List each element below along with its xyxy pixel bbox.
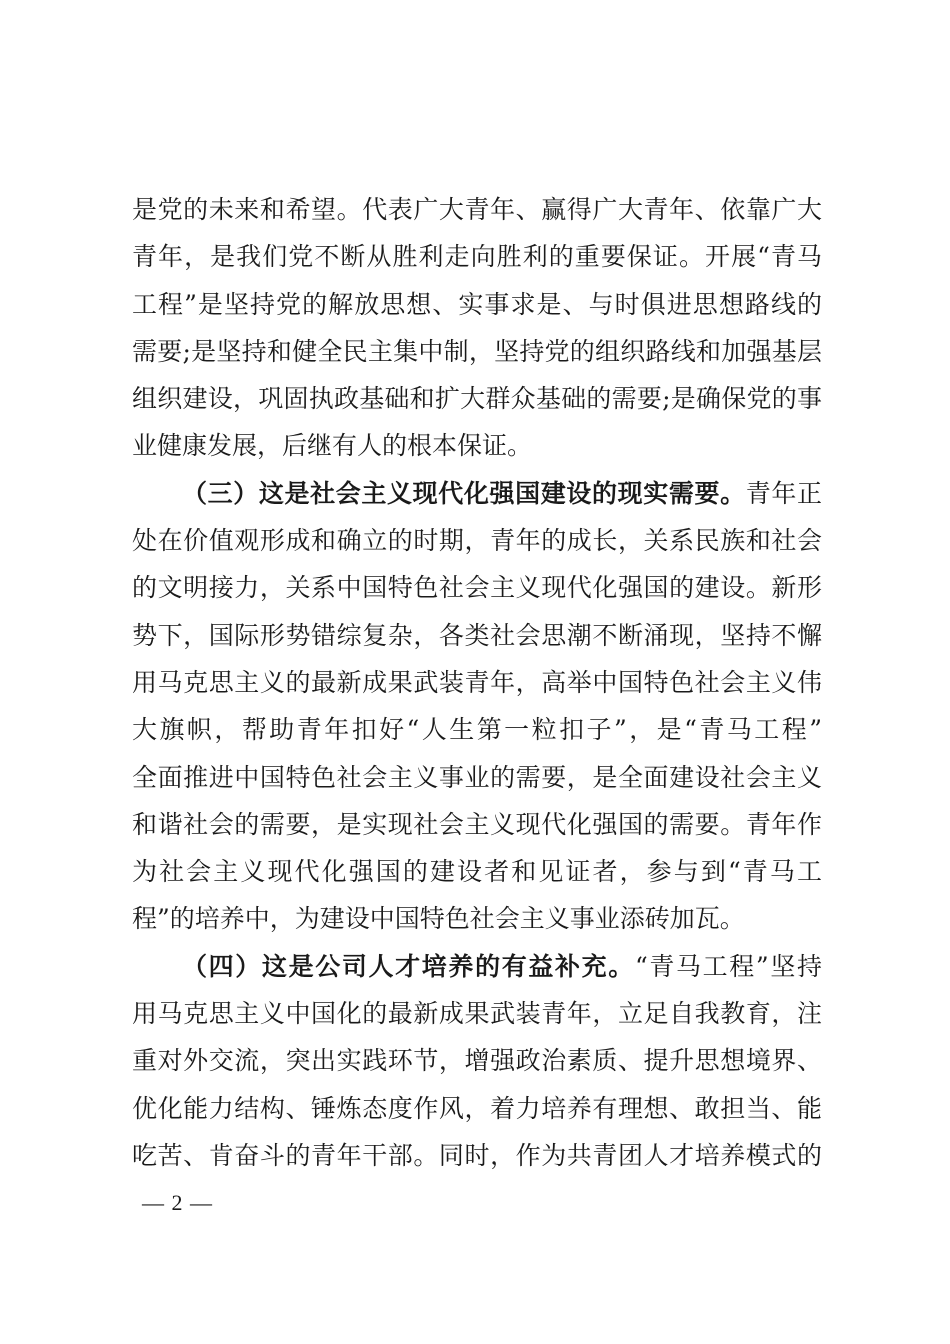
text-line: 的文明接力，关系中国特色社会主义现代化强国的建设。新形 [132, 573, 822, 603]
text-line: 用马克思主义中国化的最新成果武装青年，立足自我教育，注 [132, 999, 822, 1029]
text-line: 是党的未来和希望。代表广大青年、赢得广大青年、依靠广大 [132, 195, 822, 224]
text-line: 工程”是坚持党的解放思想、实事求是、与时俱进思想路线的 [132, 289, 822, 319]
paragraph-first-line [132, 943, 822, 990]
paragraph-1 [132, 186, 822, 470]
text-line: 业健康发展，后继有人的根本保证。 [132, 431, 533, 461]
paragraph-3 [132, 943, 822, 1179]
document-body [132, 186, 822, 1179]
text-line: 青年，是我们党不断从胜利走向胜利的重要保证。开展“青马 [132, 242, 822, 272]
section-heading: （四）这是公司人才培养的有益补充。 [182, 951, 635, 981]
heading-line-rest: “青马工程”坚持 [634, 951, 822, 981]
paragraph-2 [132, 470, 822, 943]
page-number: — 2 — [142, 1190, 213, 1215]
text-line: 大旗帜，帮助青年扣好“人生第一粒扣子”，是“青马工程” [132, 715, 822, 745]
text-line: 吃苦、肯奋斗的青年干部。同时，作为共青团人才培养模式的 [132, 1140, 822, 1170]
section-heading: （三）这是社会主义现代化强国建设的现实需要。 [182, 478, 746, 508]
text-line: 程”的培养中，为建设中国特色社会主义事业添砖加瓦。 [132, 904, 745, 934]
heading-line-rest: 青年正 [745, 478, 822, 508]
text-line: 为社会主义现代化强国的建设者和见证者，参与到“青马工 [132, 857, 822, 887]
text-line: 优化能力结构、锤炼态度作风，着力培养有理想、敢担当、能 [132, 1093, 822, 1123]
text-line: 势下，国际形势错综复杂，各类社会思潮不断涌现，坚持不懈 [132, 620, 822, 650]
text-line: 重对外交流，突出实践环节，增强政治素质、提升思想境界、 [132, 1046, 822, 1076]
text-line: 组织建设，巩固执政基础和扩大群众基础的需要;是确保党的事 [132, 384, 822, 414]
text-line: 和谐社会的需要，是实现社会主义现代化强国的需要。青年作 [132, 809, 822, 839]
text-line: 用马克思主义的最新成果武装青年，高举中国特色社会主义伟 [132, 667, 822, 697]
paragraph-first-line [132, 470, 822, 517]
text-line: 全面推进中国特色社会主义事业的需要，是全面建设社会主义 [132, 762, 822, 792]
text-line: 需要;是坚持和健全民主集中制，坚持党的组织路线和加强基层 [132, 336, 822, 366]
text-line: 处在价值观形成和确立的时期，青年的成长，关系民族和社会 [132, 526, 822, 556]
